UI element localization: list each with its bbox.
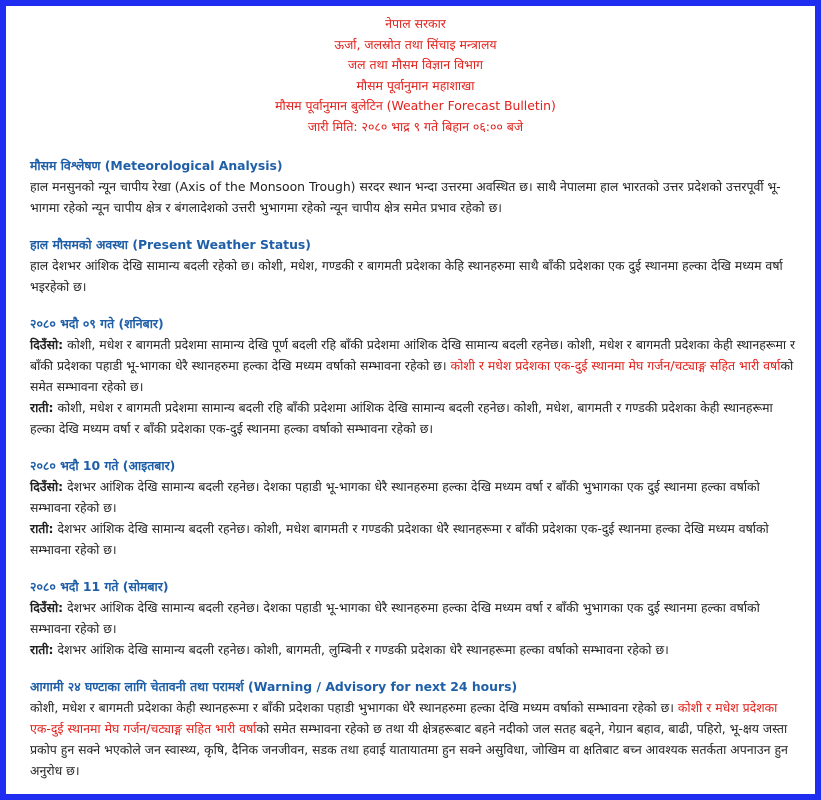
- bulletin-header: [30, 14, 801, 137]
- day1-night-text: कोशी, मधेश र बागमती प्रदेशमा सामान्य बदली रहि बाँकी प्रदेशमा आंशिक देखि सामान्य बदली रहनेछ। कोशी, मधेश, बागमती र गण्डकी प्रदेशका केही स्थानहरूमा हल्का देखि मध्यम वर्षा र बाँकी प्रदेशका एक-दुई स्थानमा हल्का वर्षाको सम्भावना रहेको छ।: [30, 400, 773, 436]
- analysis-text: हाल मनसुनको न्यून चापीय रेखा (Axis of the Monsoon Trough) सरदर स्थान भन्दा उत्तरमा अवस्थित छ। साथै नेपालमा हाल भारतको उत्तर प्रदेशको उत्तरपूर्वी भू-भागमा रहेको न्यून चापीय क्षेत्र र बंगलादेशको उत्तरी भुभागमा रहेको न्यून चापीय क्षेत्र समेत प्रभाव रहेको छ।: [30, 179, 781, 215]
- day2-day-text: देशभर आंशिक देखि सामान्य बदली रहनेछ। देशका पहाडी भू-भागका धेरै स्थानहरुमा हल्का देखि मध्यम वर्षा र बाँकी भुभागका एक दुई स्थानमा हल्का वर्षाको सम्भावना रहेको छ।: [30, 479, 760, 515]
- day3-day-text: देशभर आंशिक देखि सामान्य बदली रहनेछ। देशका पहाडी भू-भागका धेरै स्थानहरुमा हल्का देखि मध्यम वर्षा र बाँकी भुभागका एक दुई स्थानमा हल्का वर्षाको सम्भावना रहेको छ।: [30, 600, 760, 636]
- present-weather-section: [30, 234, 801, 297]
- day1-day-text-end: को समेत सम्भावना रहेको छ।: [30, 358, 794, 394]
- day2-daytime: [30, 476, 801, 518]
- day2-night: [30, 518, 801, 560]
- warning-title: आगामी २४ घण्टाका लागि चेतावनी तथा परामर्श (Warning / Advisory for next 24 hours): [30, 679, 518, 694]
- day3-daytime: [30, 597, 801, 639]
- day3-section: [30, 576, 801, 660]
- day1-section: [30, 313, 801, 439]
- day3-day-label: दिउँसो:: [30, 600, 64, 615]
- day2-night-text: देशभर आंशिक देखि सामान्य बदली रहनेछ। कोशी, मधेश बागमती र गण्डकी प्रदेशका धेरै स्थानहरूमा र बाँकी प्रदेशका एक-दुई स्थानमा हल्का देखि मध्यम वर्षाको सम्भावना रहेको छ।: [30, 521, 769, 557]
- warning-text: [30, 697, 801, 781]
- day3-night-text: देशभर आंशिक देखि सामान्य बदली रहनेछ। कोशी, बागमती, लुम्बिनी र गण्डकी प्रदेशका धेरै स्थानहरूमा हल्का वर्षाको सम्भावना रहेको छ।: [53, 642, 669, 657]
- present-weather-title: हाल मौसमको अवस्था (Present Weather Status): [30, 237, 311, 252]
- day1-day-label: दिउँसो:: [30, 337, 64, 352]
- day2-night-label: राती:: [30, 521, 54, 536]
- warning-section: [30, 676, 801, 781]
- header-issue-date: जारी मिति: २०८० भाद्र ९ गते बिहान ०६:०० बजे: [307, 118, 524, 134]
- header-government: नेपाल सरकार: [385, 16, 446, 31]
- warning-text-start: कोशी, मधेश र बागमती प्रदेशका केही स्थानहरूमा र बाँकी प्रदेशका पहाडी भुभागका धेरै स्थानहरुमा हल्का देखि मध्यम वर्षाको सम्भावना रहेको छ।: [30, 700, 678, 715]
- bulletin-content: [30, 14, 801, 781]
- day1-title: २०८० भदौ ०९ गते (शनिबार): [30, 316, 164, 331]
- warning-text-red: कोशी र मधेश प्रदेशका एक-दुई स्थानमा मेघ गर्जन/चट्याङ्ग सहित भारी वर्षा: [30, 700, 778, 736]
- day1-night-label: राती:: [30, 400, 54, 415]
- day2-section: [30, 455, 801, 560]
- day3-night: [30, 639, 801, 660]
- header-ministry: ऊर्जा, जलस्रोत तथा सिंचाइ मन्त्रालय: [334, 36, 497, 52]
- present-weather-text: हाल देशभर आंशिक देखि सामान्य बदली रहेको छ। कोशी, मधेश, गण्डकी र बागमती प्रदेशका केहि स्थानहरुमा साथै बाँकी प्रदेशका एक दुई स्थानमा हल्का देखि मध्यम वर्षा भइरहेको छ।: [30, 258, 783, 294]
- analysis-title: मौसम विश्लेषण (Meteorological Analysis): [30, 158, 283, 173]
- warning-text-end: को समेत सम्भावना रहेको छ तथा यी क्षेत्रहरूबाट बहने नदीको जल सतह बढ्ने, गेग्रान बहाव, बाढी, पहिरो, भू-क्षय जस्ता प्रकोप हुन सक्ने भएकोले जन स्वास्थ्य, कृषि, दैनिक जनजीवन, सडक तथा हवाई यातायातमा हुन सक्ने असुविधा, जोखिम वा क्षतिबाट बच्न आवश्यक सतर्कता अपनाउन हुन अनुरोध छ।: [30, 721, 788, 778]
- day1-night: [30, 397, 801, 439]
- day1-daytime: [30, 334, 801, 397]
- analysis-section: [30, 155, 801, 218]
- day1-day-warning: कोशी र मधेश प्रदेशका एक-दुई स्थानमा मेघ गर्जन/चट्याङ्ग सहित भारी वर्षा: [450, 358, 781, 373]
- day2-title: २०८० भदौ 10 गते (आइतबार): [30, 458, 176, 473]
- header-department: जल तथा मौसम विज्ञान विभाग: [347, 57, 484, 72]
- day3-title: २०८० भदौ 11 गते (सोमबार): [30, 579, 169, 594]
- day2-day-label: दिउँसो:: [30, 479, 64, 494]
- header-division: मौसम पूर्वानुमान महाशाखा: [356, 77, 475, 93]
- header-bulletin-title: मौसम पूर्वानुमान बुलेटिन (Weather Forecast Bulletin): [275, 98, 556, 113]
- day1-day-text: कोशी, मधेश र बागमती प्रदेशमा सामान्य देखि पूर्ण बदली रहि बाँकी प्रदेशमा आंशिक देखि सामान्य बदली रहनेछ। कोशी, मधेश र बागमती प्रदेशका केही स्थानहरूमा र बाँकी प्रदेशका पहाडी भू-भागका धेरै स्थानहरुमा हल्का देखि मध्यम वर्षाको सम्भावना रहेको छ।: [30, 337, 796, 373]
- day3-night-label: राती:: [30, 642, 54, 657]
